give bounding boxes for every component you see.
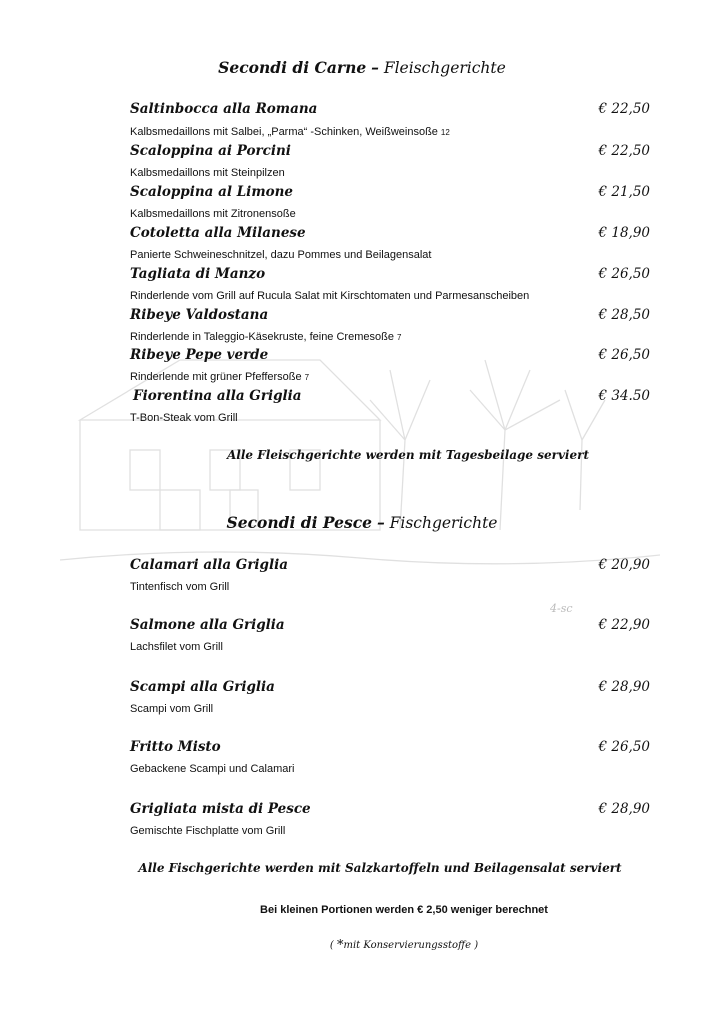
menu-item-price: € 22,50	[598, 101, 650, 117]
preservatives-footnote: ( *mit Konservierungsstoffe )	[329, 938, 479, 953]
fish-title-italian: Secondi di Pesce	[226, 513, 372, 532]
menu-item-name: Tagliata di Manzo	[130, 266, 266, 282]
menu-item-description: Rinderlende in Taleggio-Käsekruste, feine Cremesoße 7	[130, 331, 402, 343]
allergen-note: 7	[396, 333, 402, 342]
menu-item-description: Tintenfisch vom Grill	[130, 581, 230, 593]
meat-title-italian: Secondi di Carne	[218, 58, 367, 77]
fish-title-german: Fischgerichte	[389, 514, 498, 532]
allergen-note: 12	[440, 128, 450, 137]
menu-item-price: € 26,50	[598, 266, 650, 282]
menu-item-description: Scampi vom Grill	[130, 703, 214, 715]
fish-side-dish-note: Alle Fischgerichte werden mit Salzkartoffeln und Beilagensalat serviert	[138, 861, 622, 875]
menu-item-name: Cotoletta alla Milanese	[130, 225, 306, 241]
menu-item-price: € 22,50	[598, 143, 650, 159]
fish-section-title	[0, 513, 724, 532]
menu-item-name: Ribeye Valdostana	[130, 307, 269, 323]
menu-item-name: Scaloppina al Limone	[130, 184, 294, 200]
menu-item-price: € 18,90	[598, 225, 650, 241]
menu-item-description: Rinderlende mit grüner Pfeffersoße 7	[130, 371, 310, 383]
menu-item-price: € 26,50	[598, 739, 650, 755]
menu-item-name: Fiorentina alla Griglia	[133, 388, 302, 404]
menu-item-description: Lachsfilet vom Grill	[130, 641, 223, 653]
artist-signature: 4-sc	[550, 602, 573, 615]
menu-item-description: Kalbsmedaillons mit Zitronensoße	[130, 208, 296, 220]
menu-item-price: € 20,90	[598, 557, 650, 573]
menu-item-name: Salmone alla Griglia	[130, 617, 285, 633]
allergen-note: 7	[304, 373, 310, 382]
menu-item-description: Kalbsmedaillons mit Salbei, „Parma“ -Schinken, Weißweinsoße 12	[130, 126, 450, 138]
menu-item-description: Panierte Schweineschnitzel, dazu Pommes und Beilagensalat	[130, 249, 432, 261]
menu-item-name: Calamari alla Griglia	[130, 557, 289, 573]
menu-item-description: T-Bon-Steak vom Grill	[130, 412, 238, 424]
menu-item-price: € 21,50	[598, 184, 650, 200]
meat-section-title	[0, 58, 724, 77]
menu-item-description: Gebackene Scampi und Calamari	[130, 763, 295, 775]
menu-item-name: Scampi alla Griglia	[130, 679, 275, 695]
meat-side-dish-note: Alle Fleischgerichte werden mit Tagesbeilage serviert	[227, 448, 589, 462]
menu-item-name: Grigliata mista di Pesce	[130, 801, 311, 817]
menu-item-price: € 28,50	[598, 307, 650, 323]
menu-item-description: Rinderlende vom Grill auf Rucula Salat mit Kirschtomaten und Parmesanscheiben	[130, 290, 530, 302]
menu-item-name: Fritto Misto	[130, 739, 221, 755]
menu-item-name: Scaloppina ai Porcini	[130, 143, 291, 159]
menu-item-price: € 34.50	[598, 388, 650, 404]
small-portion-note: Bei kleinen Portionen werden € 2,50 weniger berechnet	[260, 904, 548, 916]
meat-title-german: Fleischgerichte	[383, 59, 506, 77]
menu-item-name: Ribeye Pepe verde	[130, 347, 269, 363]
menu-item-price: € 26,50	[598, 347, 650, 363]
menu-item-description: Gemischte Fischplatte vom Grill	[130, 825, 286, 837]
meat-title-dash: –	[371, 58, 379, 77]
menu-item-price: € 28,90	[598, 679, 650, 695]
menu-item-name: Saltinbocca alla Romana	[130, 101, 318, 117]
fish-title-dash: –	[376, 513, 385, 532]
menu-item-price: € 22,90	[598, 617, 650, 633]
menu-item-description: Kalbsmedaillons mit Steinpilzen	[130, 167, 285, 179]
menu-item-price: € 28,90	[598, 801, 650, 817]
